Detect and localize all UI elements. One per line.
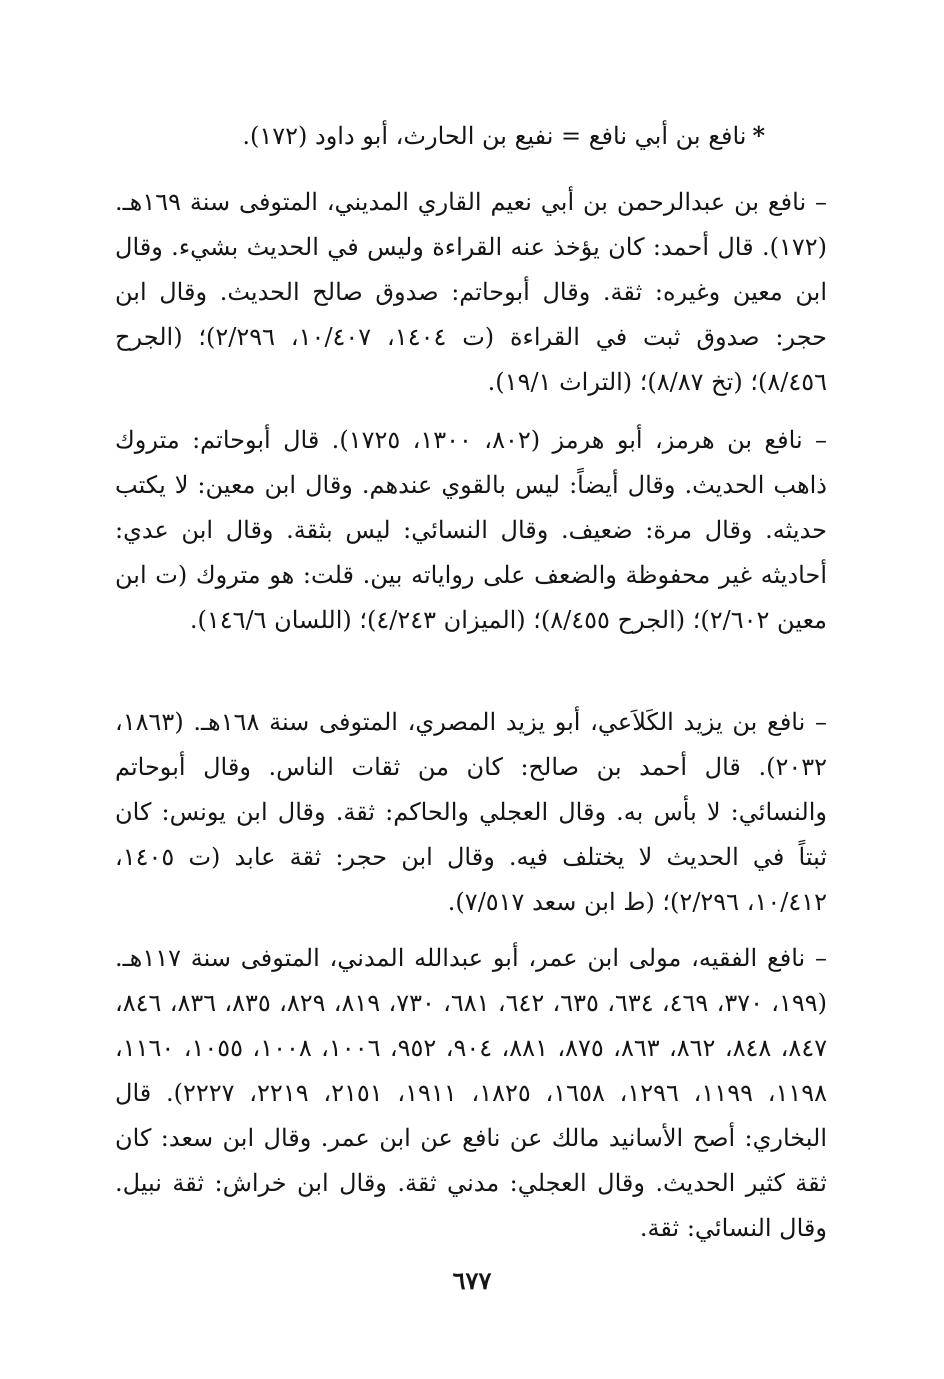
entry-block-3 bbox=[115, 700, 827, 925]
entry-block-4 bbox=[115, 936, 827, 1251]
entry-block-1 bbox=[115, 180, 827, 405]
biographical-entry: – نافع بن عبدالرحمن بن أبي نعيم القاري المديني، المتوفى سنة ١٦٩هـ. (١٧٢). قال أحمد: كان يؤخذ عنه القراءة وليس في الحديث بشيء. وقال ابن معين وغيره: ثقة. وقال أبوحاتم: صدوق صالح الحديث. وقال ابن حجر: صدوق ثبت في القراءة (ت ١٤٠٤، ١٠/٤٠٧، ٢/٢٩٦)؛ (الجرح ٨/٤٥٦)؛ (تخ ٨/٨٧)؛ (التراث ١٩/١). bbox=[115, 188, 828, 396]
cross-reference-line bbox=[115, 113, 765, 159]
page-number: ٦٧٧ bbox=[452, 1266, 492, 1295]
asterisk-marker: * bbox=[752, 121, 765, 150]
cross-reference-text: نافع بن أبي نافع = نفيع بن الحارث، أبو داود (١٧٢). bbox=[242, 122, 747, 150]
biographical-entry: – نافع بن هرمز، أبو هرمز (٨٠٢، ١٣٠٠، ١٧٢٥). قال أبوحاتم: متروك ذاهب الحديث. وقال أيضاً: ليس بالقوي عندهم. وقال ابن معين: لا يكتب حديثه. وقال مرة: ضعيف. وقال النسائي: ليس بثقة. وقال ابن عدي: أحاديثه غير محفوظة والضعف على رواياته بين. قلت: هو متروك (ت ابن معين ٢/٦٠٢)؛ (الجرح ٨/٤٥٥)؛ (الميزان ٤/٢٤٣)؛ (اللسان ١٤٦/٦). bbox=[115, 426, 828, 634]
entry-block-2 bbox=[115, 418, 827, 643]
biographical-entry: – نافع بن يزيد الكَلاَعي، أبو يزيد المصري، المتوفى سنة ١٦٨هـ. (١٨٦٣، ٢٠٣٢). قال أحمد بن صالح: كان من ثقات الناس. وقال أبوحاتم والنسائي: لا بأس به. وقال العجلي والحاكم: ثقة. وقال ابن يونس: كان ثبتاً في الحديث لا يختلف فيه. وقال ابن حجر: ثقة عابد (ت ١٤٠٥، ١٠/٤١٢، ٢/٢٩٦)؛ (ط ابن سعد ٧/٥١٧). bbox=[115, 708, 827, 916]
biographical-entry: – نافع الفقيه، مولى ابن عمر، أبو عبدالله المدني، المتوفى سنة ١١٧هـ. (١٩٩، ٣٧٠، ٤٦٩، ٦٣٤، ٦٣٥، ٦٤٢، ٦٨١، ٧٣٠، ٨١٩، ٨٢٩، ٨٣٥، ٨٣٦، ٨٤٦، ٨٤٧، ٨٤٨، ٨٦٢، ٨٦٣، ٨٧٥، ٨٨١، ٩٠٤، ٩٥٢، ١٠٠٦، ١٠٠٨، ١٠٥٥، ١١٦٠، ١١٩٨، ١١٩٩، ١٢٩٦، ١٦٥٨، ١٨٢٥، ١٩١١، ٢١٥١، ٢٢١٩، ٢٢٢٧). قال البخاري: أصح الأسانيد مالك عن نافع عن ابن عمر. وقال ابن سعد: كان ثقة كثير الحديث. وقال العجلي: مدني ثقة. وقال ابن خراش: ثقة نبيل. وقال النسائي: ثقة. bbox=[115, 944, 828, 1242]
